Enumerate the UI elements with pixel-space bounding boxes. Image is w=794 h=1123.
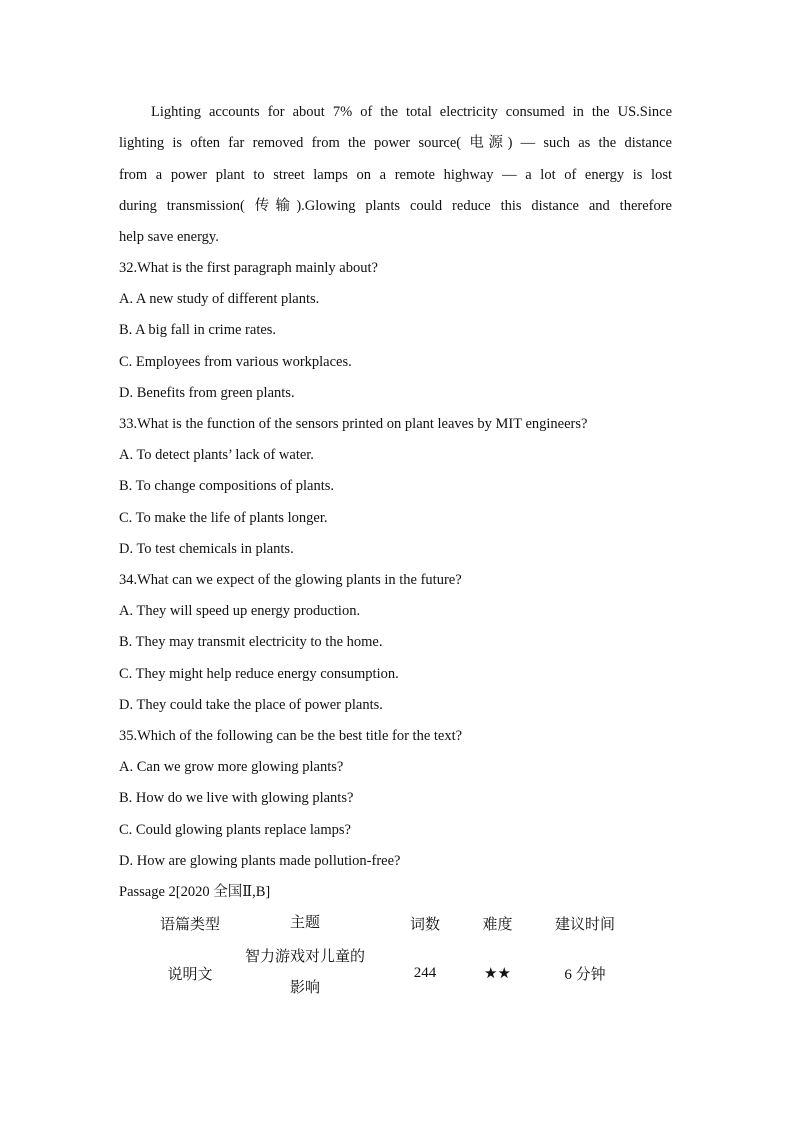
question-text: 32.What is the first paragraph mainly about? (119, 260, 378, 276)
table-header: 难度 (482, 916, 513, 933)
table-header: 主题 (289, 914, 320, 931)
paragraph-line: lighting is often far removed from the power source( 电源) — such as the distance (119, 135, 672, 151)
table-cell: 说明文 (167, 966, 213, 983)
question-text: 35.Which of the following can be the best title for the text? (119, 728, 463, 744)
answer-option: D. How are glowing plants made pollution-free? (119, 852, 401, 869)
table-header: 词数 (409, 916, 440, 933)
paragraph-line: during transmission( 传输).Glowing plants could reduce this distance and therefore (119, 198, 672, 214)
answer-option: A. They will speed up energy production. (119, 603, 361, 620)
table-cell: 智力游戏对儿童的影响 (244, 949, 365, 996)
table-header: 建议时间 (554, 916, 615, 933)
passage-heading: Passage 2[2020 全国Ⅱ,B] (119, 884, 271, 900)
answer-option: C. They might help reduce energy consumption. (119, 665, 399, 682)
paragraph-line: help save energy. (119, 229, 219, 245)
answer-option: A. To detect plants’ lack of water. (119, 447, 314, 464)
table-cell: 6 分钟 (564, 966, 606, 983)
answer-option: B. How do we live with glowing plants? (119, 790, 354, 807)
answer-option: A. A new study of different plants. (119, 291, 320, 308)
answer-option: D. Benefits from green plants. (119, 384, 295, 401)
answer-option: A. Can we grow more glowing plants? (119, 759, 344, 776)
table-header: 语篇类型 (159, 916, 220, 933)
answer-option: B. A big fall in crime rates. (119, 322, 277, 339)
table-header-row (140, 905, 655, 941)
table-cell: 244 (413, 964, 437, 981)
answer-option: C. To make the life of plants longer. (119, 509, 328, 526)
table-row (140, 941, 655, 1005)
answer-option: C. Could glowing plants replace lamps? (119, 821, 351, 838)
paragraph-line: from a power plant to street lamps on a remote highway — a lot of energy is lost (119, 167, 672, 183)
question-text: 33.What is the function of the sensors printed on plant leaves by MIT engineers? (119, 416, 588, 432)
answer-option: C. Employees from various workplaces. (119, 353, 352, 370)
question-text: 34.What can we expect of the glowing plants in the future? (119, 572, 462, 588)
answer-option: B. They may transmit electricity to the home. (119, 634, 383, 651)
table-cell: ★★ (484, 965, 511, 982)
answer-option: D. To test chemicals in plants. (119, 540, 294, 557)
answer-option: D. They could take the place of power plants. (119, 696, 383, 713)
passage-info-table (140, 905, 655, 1005)
answer-option: B. To change compositions of plants. (119, 478, 334, 495)
paragraph-line: Lighting accounts for about 7% of the total electricity consumed in the US.Since (151, 104, 672, 120)
